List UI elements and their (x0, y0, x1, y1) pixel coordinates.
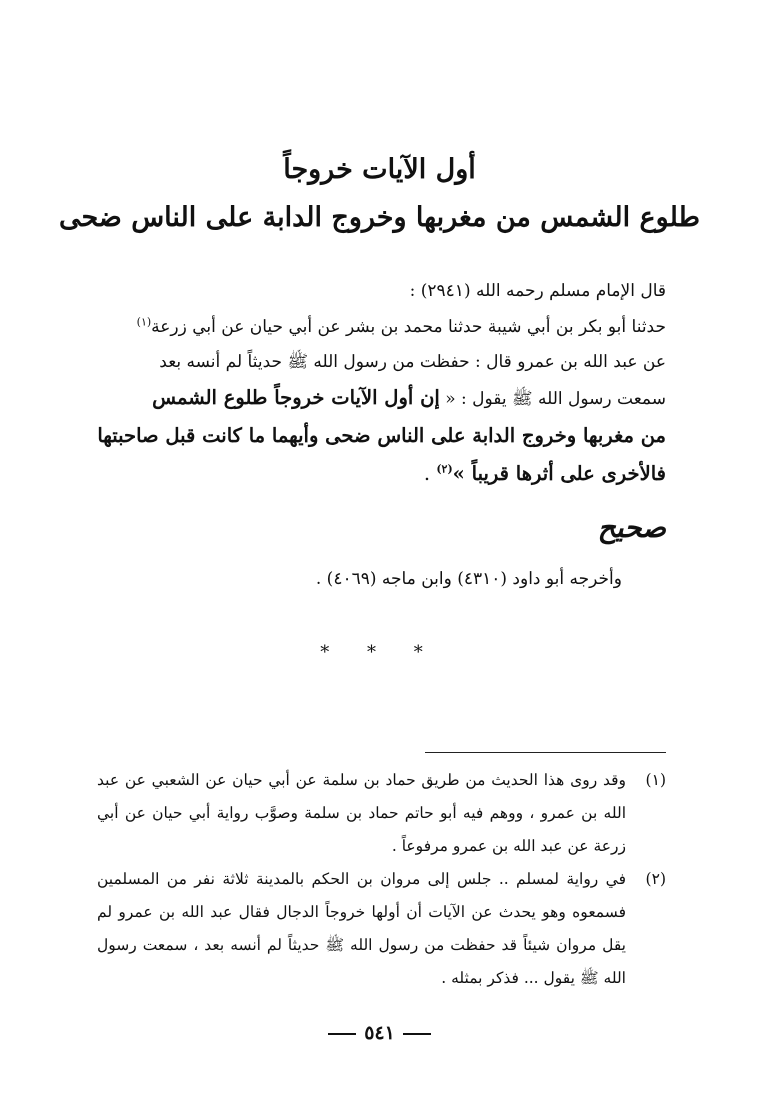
page-number (0, 1018, 759, 1048)
isnad-line-1 (97, 310, 666, 345)
footnote-divider (425, 752, 666, 753)
matn-line-1 (97, 380, 666, 417)
chapter-subtitle: طلوع الشمس من مغربها وخروج الدابة على الناس ضحى (58, 202, 701, 233)
matn-bold-2: من مغربها وخروج الدابة على الناس ضحى وأيهما ما كانت قبل صاحبتها (97, 424, 666, 447)
page-number-dash (328, 1033, 356, 1035)
matn-intro: سمعت رسول الله ﷺ يقول : « (445, 389, 666, 409)
footnote-number: (٢) (645, 870, 666, 888)
footnote-1 (97, 764, 666, 863)
narrator-intro: قال الإمام مسلم رحمه الله (٢٩٤١) : (409, 281, 666, 301)
footnotes (97, 764, 666, 995)
chapter-title: أول الآيات خروجاً (283, 154, 476, 185)
matn-bold-1: إن أول الآيات خروجاً طلوع الشمس (152, 386, 440, 409)
isnad-text-1: حدثنا أبو بكر بن أبي شيبة حدثنا محمد بن بشر عن أبي حيان عن أبي زرعة (151, 317, 666, 337)
footnote-text: وقد روى هذا الحديث من طريق حماد بن سلمة عن أبي حيان عن الشعبي عن عبد الله بن عمرو ، ووهم فيه أبو حاتم حماد بن سلمة وصوَّب رواية أبي حيان عن أبي زرعة عن عبد الله بن عمرو مرفوعاً . (97, 771, 626, 855)
footnote-text: في رواية لمسلم .. جلس إلى مروان بن الحكم بالمدينة ثلاثة نفر من المسلمين فسمعوه وهو يحدث عن الآيات أن أولها خروجاً الدجال فقال عبد الله بن عمرو لم يقل مروان شيئاً قد حفظت من رسول الله ﷺ حديثاً لم أنسه بعد ، سمعت رسول الله ﷺ يقول ... فذكر بمثله . (97, 870, 626, 987)
footnote-2 (97, 863, 666, 995)
takhrij-note: وأخرجه أبو داود (٤٣١٠) وابن ماجه (٤٠٦٩) . (315, 569, 622, 589)
footnote-number: (١) (645, 771, 666, 789)
section-separator: * * * (320, 642, 439, 663)
matn-bold-3: فالأخرى على أثرها قريباً (471, 462, 666, 485)
page-number-value: ٥٤١ (364, 1022, 395, 1044)
hadith-body (97, 272, 666, 493)
footnote-ref-2[interactable]: (٢) (436, 462, 453, 476)
hadith-grade: صحيح (597, 511, 666, 544)
page-number-dash (403, 1033, 431, 1035)
matn-line-3 (97, 455, 666, 493)
matn-close-quote: » (452, 462, 465, 485)
isnad-line-2: عن عبد الله بن عمرو قال : حفظت من رسول الله ﷺ حديثاً لم أنسه بعد (159, 352, 666, 372)
footnote-ref-1[interactable]: (١) (136, 315, 152, 329)
matn-end: . (423, 462, 437, 485)
